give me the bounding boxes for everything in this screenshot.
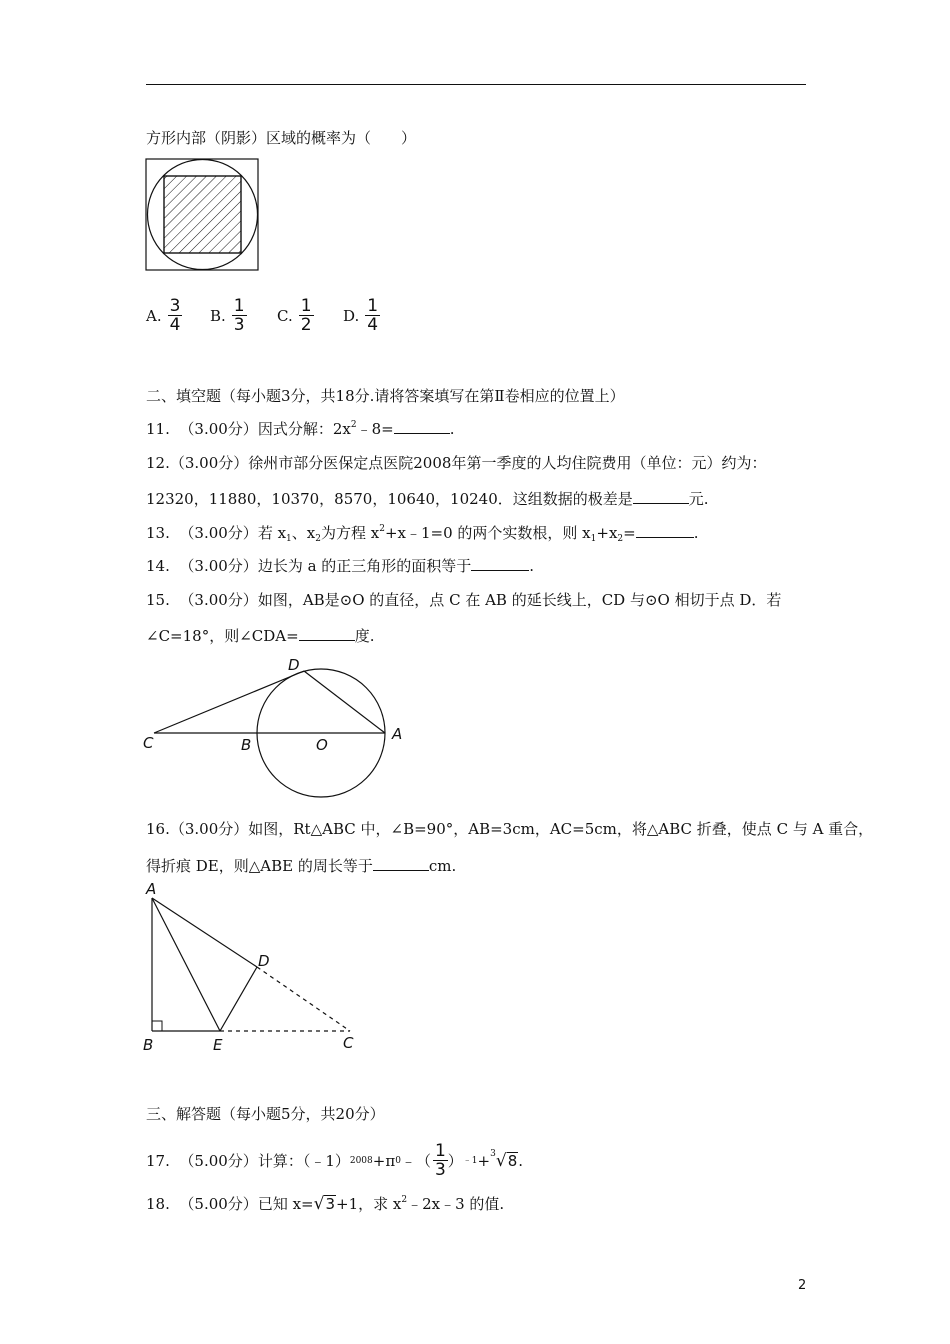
q15-figure: [140, 650, 410, 800]
label-c: C: [143, 734, 154, 752]
section2-heading: 二、填空题（每小题3分，共18分.请将答案填写在第Ⅱ卷相应的位置上）: [146, 387, 625, 405]
label-c: C: [343, 1034, 354, 1052]
page-number: 2: [798, 1278, 807, 1293]
header-rule: [146, 84, 806, 85]
fold-de: [220, 967, 257, 1031]
label-b: B: [143, 1036, 154, 1054]
q16-figure: [140, 880, 370, 1060]
q11: 11. （3.00分）因式分解：$2x^2﹣8=$ .: [146, 420, 455, 438]
label-a: A: [392, 725, 403, 743]
segment-ad: [152, 898, 257, 967]
option-a: A. $\frac{3}{4}$: [146, 296, 181, 335]
option-b: B. $\frac{1}{3}$: [210, 296, 245, 335]
chord-da: [304, 671, 385, 733]
q15-line1: 15. （3.00分）如图，AB是⊙O 的直径，点 C 在 AB 的延长线上，CD 与⊙O 相切于点 D．若: [146, 591, 782, 609]
tangent-cd: [154, 671, 304, 733]
q12-line2: 12320，11880，10370，8570，10640，10240．这组数据的极差是 元.: [146, 490, 709, 508]
label-d: D: [288, 656, 300, 674]
label-b: B: [241, 736, 252, 754]
answer-blank[interactable]: [394, 433, 450, 434]
answer-blank[interactable]: [471, 570, 529, 571]
q12-line1: 12.（3.00分）徐州市部分医保定点医院2008年第一季度的人均住院费用（单位：元）约为：: [146, 454, 767, 472]
option-c: C. $\frac{1}{2}$: [277, 296, 312, 335]
q10-stem: 方形内部（阴影）区域的概率为（ ）: [146, 129, 417, 147]
answer-blank[interactable]: [633, 503, 689, 504]
segment-dc-dashed: [257, 967, 350, 1031]
q15-line2: ∠C=18°，则∠CDA= 度.: [146, 627, 375, 645]
answer-blank[interactable]: [373, 870, 429, 871]
answer-blank[interactable]: [636, 537, 694, 538]
q17: 17. （5.00分） 计算：（﹣1） 2008 +π 0 ﹣（ $\frac{1}{3}$ ） ﹣1 + 3 √ 8 .: [146, 1141, 524, 1180]
q16-line2: 得折痕 DE，则△ABE 的周长等于 cm.: [146, 857, 457, 875]
segment-ae: [152, 898, 220, 1031]
label-a: A: [146, 880, 157, 898]
label-o: O: [316, 736, 328, 754]
shaded-square: [164, 176, 241, 253]
q13: 13. （3.00分）若 $x_1$、$x_2$为方程 $x^2+x﹣1=0$ 的两个实数根，则 $x_1+x_2=$ .: [146, 524, 699, 544]
q18: 18. （5.00分）已知 x=√3+1，求 $x^2﹣2x﹣3$ 的值.: [146, 1194, 505, 1214]
q10-figure: [145, 158, 260, 272]
q16-line1: 16.（3.00分）如图，Rt△ABC 中，∠B=90°，AB=3cm，AC=5cm，将△ABC 折叠，使点 C 与 A 重合，: [146, 820, 874, 838]
option-d: D. $\frac{1}{4}$: [343, 296, 379, 335]
answer-blank[interactable]: [299, 640, 355, 641]
label-e: E: [213, 1036, 223, 1054]
right-angle-mark: [152, 1021, 162, 1031]
label-d: D: [258, 952, 270, 970]
q14: 14. （3.00分）边长为 a 的正三角形的面积等于 .: [146, 557, 535, 575]
section3-heading: 三、解答题（每小题5分，共20分）: [146, 1105, 385, 1123]
